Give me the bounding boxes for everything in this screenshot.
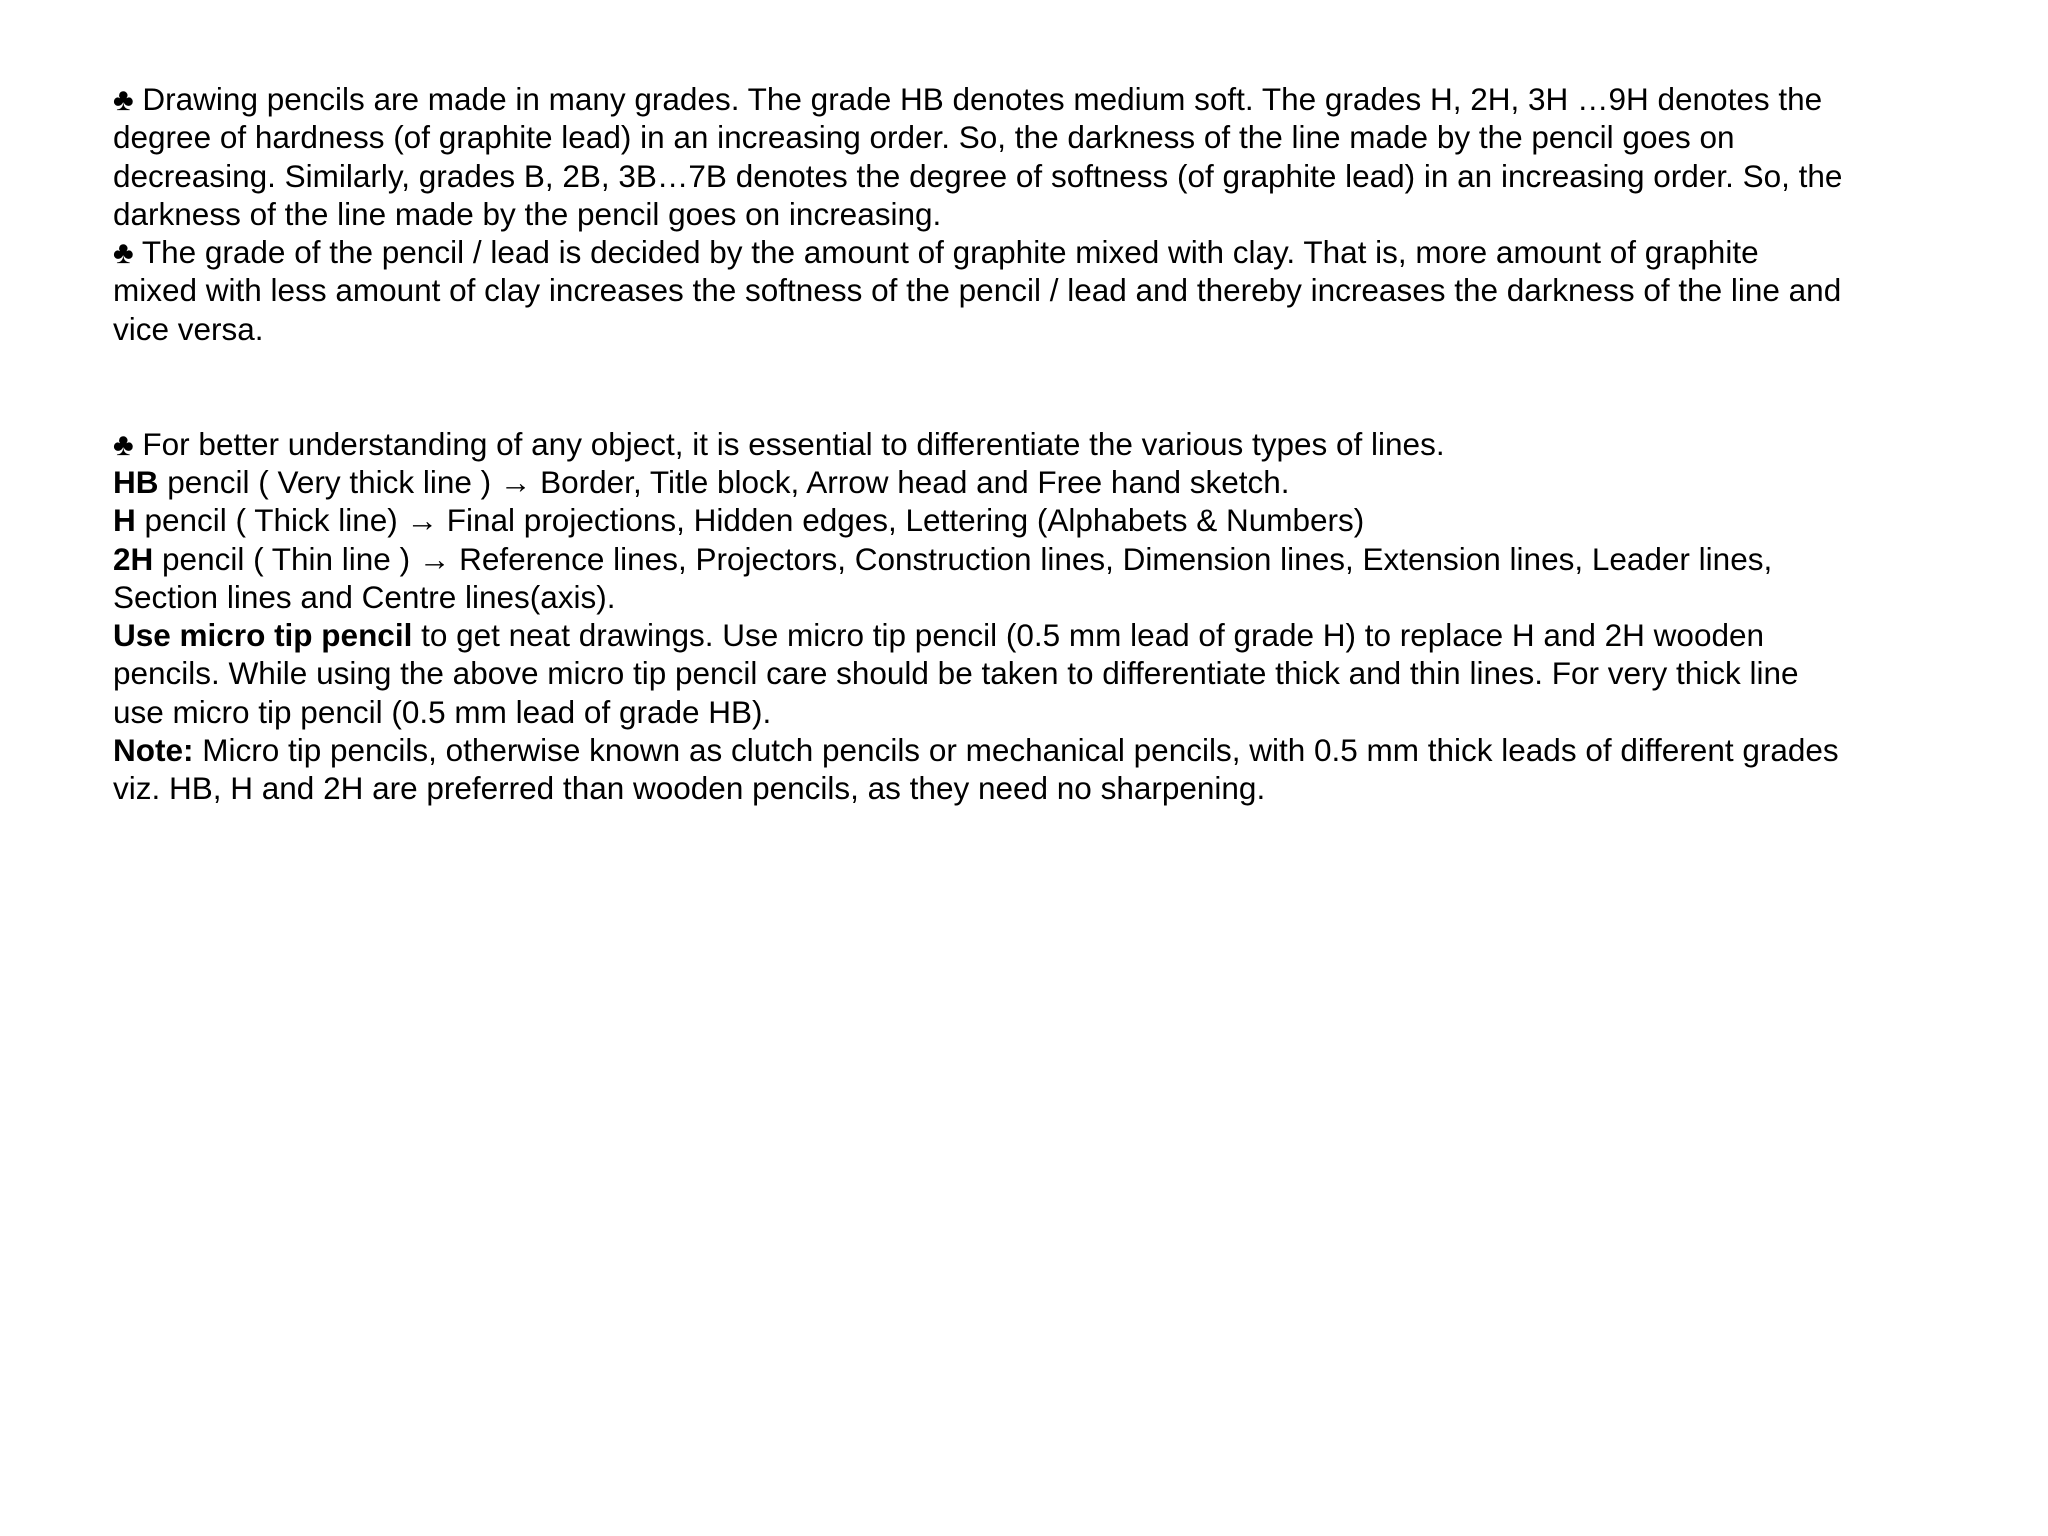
hb-description: pencil ( Very thick line ) → Border, Title block, Arrow head and Free hand sketch. bbox=[158, 463, 1290, 500]
h-label: H bbox=[113, 502, 136, 539]
paragraph-line-types bbox=[113, 425, 1973, 808]
2h-description: pencil ( Thin line ) → Reference lines, Projectors, Construction lines, Dimension lines, Extension lines, Leader lines, bbox=[153, 540, 1773, 577]
text-line: pencils. While using the above micro tip pencil care should be taken to differentiate thick and thin lines. For very thick line bbox=[113, 655, 1799, 692]
text-line: ♣ Drawing pencils are made in many grades. The grade HB denotes medium soft. The grades H, 2H, 3H …9H denotes the bbox=[113, 81, 1823, 117]
paragraph-pencil-grades bbox=[113, 80, 1973, 233]
text-line: viz. HB, H and 2H are preferred than wooden pencils, as they need no sharpening. bbox=[113, 770, 1266, 807]
micro-tip-description: to get neat drawings. Use micro tip pencil (0.5 mm lead of grade H) to replace H and 2H wooden bbox=[412, 617, 1765, 654]
2h-label: 2H bbox=[113, 540, 154, 577]
text-line: degree of hardness (of graphite lead) in an increasing order. So, the darkness of the line made by the pencil goes on bbox=[113, 119, 1735, 156]
hb-label: HB bbox=[113, 463, 159, 500]
text-line: darkness of the line made by the pencil goes on increasing. bbox=[113, 195, 942, 232]
note-label: Note: bbox=[113, 732, 194, 769]
document-page bbox=[113, 80, 1973, 808]
section-spacer bbox=[113, 348, 1973, 425]
micro-tip-label: Use micro tip pencil bbox=[113, 617, 413, 654]
text-line: decreasing. Similarly, grades B, 2B, 3B…7B denotes the degree of softness (of graphite lead) in an increasing order. So, the bbox=[113, 157, 1843, 194]
note-description: Micro tip pencils, otherwise known as clutch pencils or mechanical pencils, with 0.5 mm thick leads of different grades bbox=[193, 732, 1839, 769]
text-line: mixed with less amount of clay increases the softness of the pencil / lead and thereby increases the darkness of the line and bbox=[113, 272, 1842, 309]
text-line: vice versa. bbox=[113, 310, 264, 347]
micro-tip-line bbox=[113, 616, 1973, 654]
text-line: use micro tip pencil (0.5 mm lead of grade HB). bbox=[113, 693, 772, 730]
h-description: pencil ( Thick line) → Final projections, Hidden edges, Lettering (Alphabets & Numbers) bbox=[135, 502, 1365, 539]
text-line: ♣ For better understanding of any object, it is essential to differentiate the various types of lines. bbox=[113, 425, 1445, 462]
2h-pencil-line bbox=[113, 540, 1973, 578]
h-pencil-line bbox=[113, 501, 1973, 539]
hb-pencil-line bbox=[113, 463, 1973, 501]
text-line: ♣ The grade of the pencil / lead is decided by the amount of graphite mixed with clay. That is, more amount of graphite bbox=[113, 234, 1759, 271]
note-line bbox=[113, 731, 1973, 769]
paragraph-graphite-clay bbox=[113, 233, 1973, 348]
text-line: Section lines and Centre lines(axis). bbox=[113, 578, 616, 615]
